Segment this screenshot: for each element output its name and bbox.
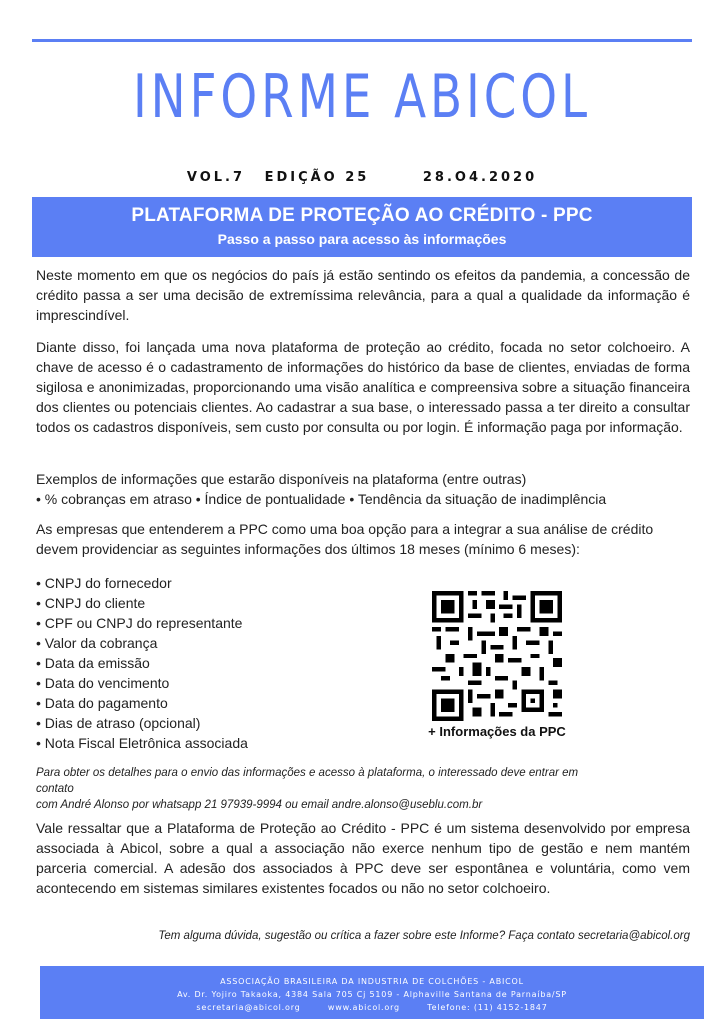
contact-instructions-line2: com André Alonso por whatsapp 21 97939-9994 ou email andre.alonso@useblu.com.br — [36, 799, 483, 811]
qr-caption: + Informações da PPC — [428, 724, 566, 739]
examples-list: • % cobranças em atraso • Índice de pontualidade • Tendência da situação de inadimplência — [36, 491, 607, 507]
contact-instructions-line1: Para obter os detalhes para o envio das informações e acesso à plataforma, o interessado deve entrar em contato — [36, 767, 579, 795]
paragraph-platform: Diante disso, foi lançada uma nova plataforma de proteção ao crédito, focada no setor colchoeiro. A chave de acesso é o cadastramento de informações do histórico da base de clientes, enviadas de forma sigilosa e anonimizadas, proporcionando uma visão analítica e compreensiva sobre a situação financeira dos clientes ou potenciais clientes. Ao cadastrar a sua base, o interessado passa a ter direito a consultar todos os cadastros disponíveis, sem custo por consulta ou por login. É informação paga por informação. — [36, 339, 690, 435]
paragraph-requirements: As empresas que entenderem a PPC como uma boa opção para a integrar a sua análise de crédito devem providenciar as seguintes informações dos últimos 18 meses (mínimo 6 meses): — [36, 521, 654, 557]
list-item: • CPF ou CNPJ do representante — [36, 615, 243, 631]
footer-email-link[interactable]: secretaria@abicol.org — [196, 1003, 301, 1012]
feedback-contact: Tem alguma dúvida, sugestão ou crítica a fazer sobre este Informe? Faça contato secretaria@abicol.org — [158, 930, 690, 942]
headline-title: PLATAFORMA DE PROTEÇÃO AO CRÉDITO - PPC — [131, 205, 593, 226]
footer-address: Av. Dr. Yojiro Takaoka, 4384 Sala 705 Cj 5109 - Alphaville Santana de Parnaíba/SP — [177, 990, 567, 999]
list-item: • Valor da cobrança — [36, 635, 158, 651]
list-item: • CNPJ do fornecedor — [36, 575, 172, 591]
volume-label: VOL.7 — [186, 170, 246, 185]
list-item: • Data da emissão — [36, 655, 150, 671]
newsletter-title: INFORME ABICOL — [132, 62, 592, 132]
paragraph-disclaimer: Vale ressaltar que a Plataforma de Proteção ao Crédito - PPC é um sistema desenvolvido por empresa associada à Abicol, sobre a qual a associação não exerce nenhum tipo de gestão e nem mantém parceria comercial. A adesão dos associados à PPC deve ser espontânea e voluntária, como vem acontecendo em sistemas similares existentes focados ou não no setor colchoeiro. — [36, 820, 690, 896]
qr-code-icon[interactable] — [432, 591, 562, 721]
required-info-list — [36, 573, 248, 753]
footer-contacts — [40, 1001, 704, 1014]
list-item: • CNPJ do cliente — [36, 595, 146, 611]
list-item: • Data do pagamento — [36, 695, 168, 711]
list-item: • Nota Fiscal Eletrônica associada — [36, 735, 248, 751]
footer-site-link[interactable]: www.abicol.org — [327, 1003, 400, 1012]
list-item: • Data do vencimento — [36, 675, 170, 691]
headline-subtitle: Passo a passo para acesso às informações — [217, 231, 507, 247]
contact-instructions — [36, 765, 596, 813]
footer-organization: ASSOCIAÇÃO BRASILEIRA DA INDUSTRIA DE COLCHÕES - ABICOL — [220, 977, 524, 986]
headline-banner — [32, 197, 692, 257]
top-rule — [32, 39, 692, 42]
footer-phone: Telefone: (11) 4152-1847 — [427, 1003, 548, 1012]
list-item: • Dias de atraso (opcional) — [36, 715, 201, 731]
paragraph-examples — [36, 469, 690, 509]
examples-intro: Exemplos de informações que estarão disponíveis na plataforma (entre outras) — [36, 471, 527, 487]
edition-label: EDIÇÃO 25 — [264, 170, 370, 185]
issue-line — [0, 170, 724, 185]
footer-banner — [40, 966, 704, 1019]
paragraph-intro: Neste momento em que os negócios do país já estão sentindo os efeitos da pandemia, a concessão de crédito passa a ser uma decisão de extremíssima relevância, para a qual a qualidade da informação é imprescindível. — [36, 267, 690, 323]
issue-date: 28.O4.2020 — [422, 170, 538, 185]
